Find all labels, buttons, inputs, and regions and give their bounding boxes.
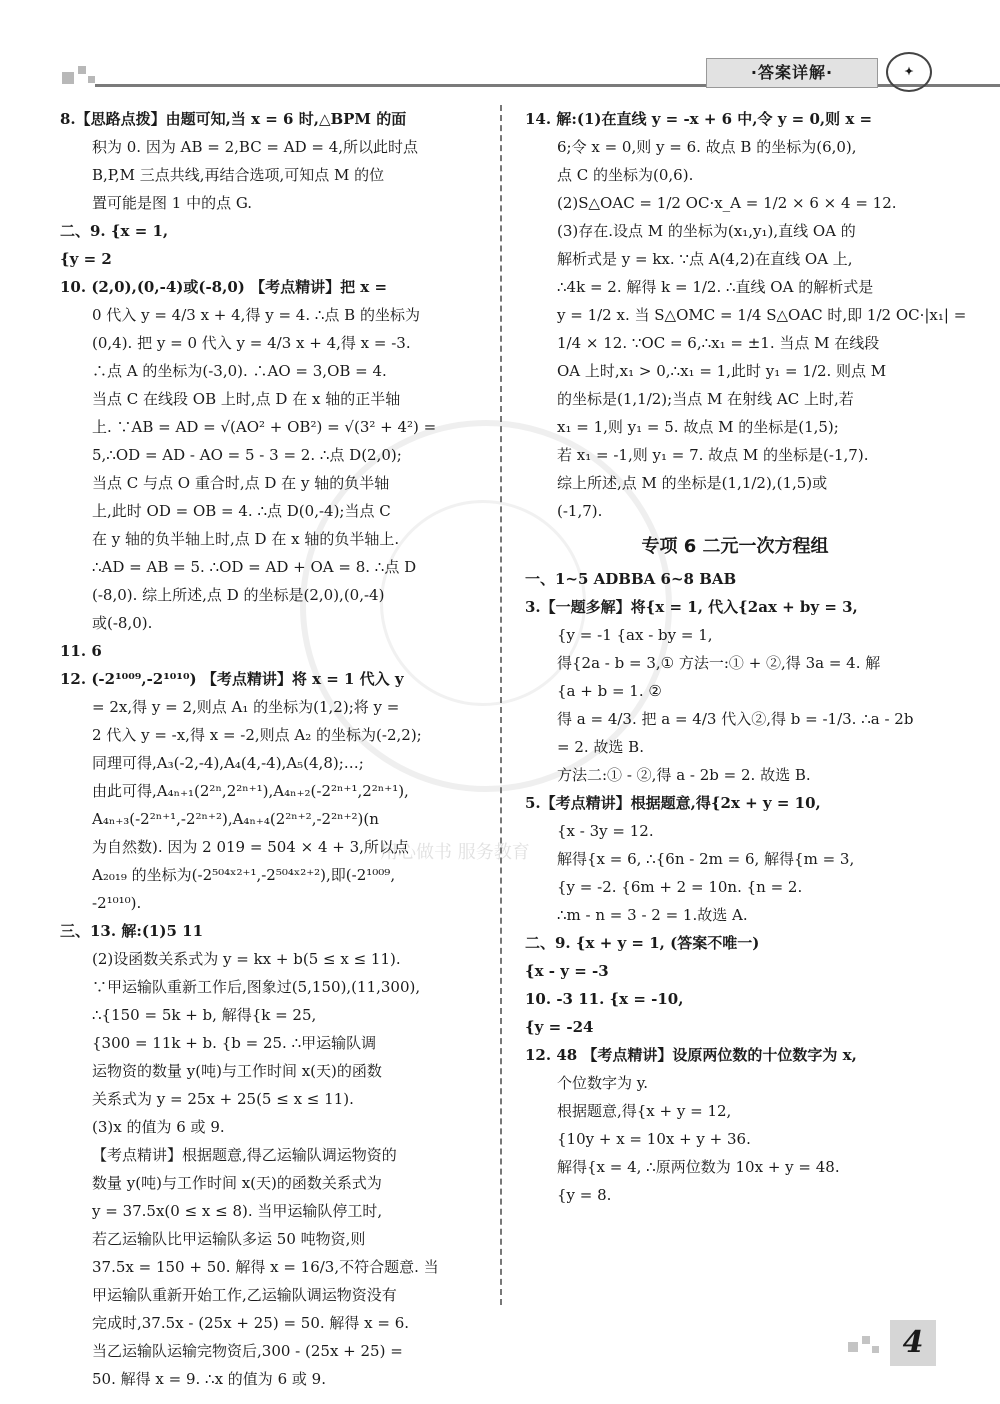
right-line: {10y + x = 10x + y + 36. — [557, 1130, 751, 1148]
left-line: ∴{150 = 5k + b, 解得{k = 25, — [92, 1006, 317, 1024]
brand-logo-icon: ✦ — [886, 52, 932, 92]
left-line: 当点 C 在线段 OB 上时,点 D 在 x 轴的正半轴 — [92, 390, 401, 408]
left-line: 上,此时 OD = OB = 4. ∴点 D(0,-4);当点 C — [92, 502, 391, 520]
left-line: 上. ∵AB = AD = √(AO² + OB²) = √(3² + 4²) = — [92, 418, 437, 436]
left-line: ∴AD = AB = 5. ∴OD = AD + OA = 8. ∴点 D — [92, 558, 417, 576]
left-line: 积为 0. 因为 AB = 2,BC = AD = 4,所以此时点 — [92, 138, 419, 156]
right-line: 个位数字为 y. — [557, 1074, 649, 1092]
right-line: {y = -2. {6m + 2 = 10n. {n = 2. — [557, 878, 803, 896]
watermark-slogan: 用心做书 服务教育 — [380, 842, 530, 863]
right-line: 1/4 × 12. ∵OC = 6,∴x₁ = ±1. 当点 M 在线段 — [557, 334, 880, 352]
left-line: (3)x 的值为 6 或 9. — [92, 1118, 225, 1136]
right-line: 6;令 x = 0,则 y = 6. 故点 B 的坐标为(6,0), — [557, 138, 857, 156]
left-line: 为自然数). 因为 2 019 = 504 × 4 + 3,所以点 — [92, 838, 409, 856]
left-line: 数量 y(吨)与工作时间 x(天)的函数关系式为 — [92, 1174, 382, 1192]
left-line: 关系式为 y = 25x + 25(5 ≤ x ≤ 11). — [92, 1090, 354, 1108]
left-line: (2)设函数关系式为 y = kx + b(5 ≤ x ≤ 11). — [92, 950, 401, 968]
right-line: 14. 解:(1)在直线 y = -x + 6 中,令 y = 0,则 x = — [525, 110, 873, 128]
right-line: = 2. 故选 B. — [557, 738, 644, 756]
left-line: 12. (-2¹⁰⁰⁹,-2¹⁰¹⁰) 【考点精讲】将 x = 1 代入 y — [60, 670, 404, 688]
header-decor-square — [88, 76, 95, 83]
footer-decor-square — [848, 1342, 858, 1352]
header-decor-square — [78, 66, 86, 74]
right-line: (-1,7). — [557, 502, 603, 520]
left-line: -2¹⁰¹⁰). — [92, 894, 142, 912]
right-line: 点 C 的坐标为(0,6). — [557, 166, 694, 184]
right-line: 若 x₁ = -1,则 y₁ = 7. 故点 M 的坐标是(-1,7). — [557, 446, 869, 464]
column-divider — [500, 105, 502, 1305]
right-line: 解得{x = 4, ∴原两位数为 10x + y = 48. — [557, 1158, 840, 1176]
left-line: B,P,M 三点共线,再结合选项,可知点 M 的位 — [92, 166, 385, 184]
right-line: 专项 6 二元一次方程组 — [641, 536, 829, 557]
left-line: 0 代入 y = 4/3 x + 4,得 y = 4. ∴点 B 的坐标为 — [92, 306, 420, 324]
right-line: 10. -3 11. {x = -10, — [525, 990, 684, 1008]
left-line: 当点 C 与点 O 重合时,点 D 在 y 轴的负半轴 — [92, 474, 390, 492]
left-line: ∴点 A 的坐标为(-3,0). ∴AO = 3,OB = 4. — [92, 362, 387, 380]
left-line: 同理可得,A₃(-2,-4),A₄(4,-4),A₅(4,8);…; — [92, 754, 364, 772]
header-title: ·答案详解· — [706, 58, 878, 88]
right-line: x₁ = 1,则 y₁ = 5. 故点 M 的坐标是(1,5); — [557, 418, 839, 436]
right-line: {y = -1 {ax - by = 1, — [557, 626, 713, 644]
right-line: 得{2a - b = 3,① 方法一:① + ②,得 3a = 4. 解 — [557, 654, 881, 672]
right-line: y = 1/2 x. 当 S△OMC = 1/4 S△OAC 时,即 1/2 OC·|x₁| = — [557, 306, 967, 324]
right-line: {x - 3y = 12. — [557, 822, 654, 840]
right-line: {a + b = 1. ② — [557, 682, 662, 700]
left-line: 8.【思路点拨】由题可知,当 x = 6 时,△BPM 的面 — [60, 110, 407, 128]
right-line: 根据题意,得{x + y = 12, — [557, 1102, 732, 1120]
right-column — [525, 105, 967, 1209]
page-number: 4 — [890, 1320, 936, 1366]
left-line: {300 = 11k + b. {b = 25. ∴甲运输队调 — [92, 1034, 377, 1052]
right-line: 一、1~5 ADBBA 6~8 BAB — [525, 570, 737, 588]
right-line: (3)存在.设点 M 的坐标为(x₁,y₁),直线 OA 的 — [557, 222, 856, 240]
right-line: 解得{x = 6, ∴{6n - 2m = 6, 解得{m = 3, — [557, 850, 855, 868]
right-line: {y = -24 — [525, 1018, 594, 1036]
right-line: (2)S△OAC = 1/2 OC·x_A = 1/2 × 6 × 4 = 12. — [557, 194, 897, 212]
right-line: 综上所述,点 M 的坐标是(1,1/2),(1,5)或 — [557, 474, 828, 492]
right-line: 得 a = 4/3. 把 a = 4/3 代入②,得 b = -1/3. ∴a - 2b — [557, 710, 914, 728]
right-line: 解析式是 y = kx. ∵点 A(4,2)在直线 OA 上, — [557, 250, 853, 268]
left-line: 运物资的数量 y(吨)与工作时间 x(天)的函数 — [92, 1062, 382, 1080]
right-line: 方法二:① - ②,得 a - 2b = 2. 故选 B. — [557, 766, 811, 784]
left-line: 二、9. {x = 1, — [60, 222, 169, 240]
left-column — [60, 105, 485, 1393]
right-line: {x - y = -3 — [525, 962, 609, 980]
right-line: 12. 48 【考点精讲】设原两位数的十位数字为 x, — [525, 1046, 857, 1064]
left-line: = 2x,得 y = 2,则点 A₁ 的坐标为(1,2);将 y = — [92, 698, 400, 716]
left-line: 三、13. 解:(1)5 11 — [60, 922, 204, 940]
left-line: 完成时,37.5x - (25x + 25) = 50. 解得 x = 6. — [92, 1314, 410, 1332]
left-line: (-8,0). 综上所述,点 D 的坐标是(2,0),(0,-4) — [92, 586, 385, 604]
left-line: y = 37.5x(0 ≤ x ≤ 8). 当甲运输队停工时, — [92, 1202, 383, 1220]
left-line: 【考点精讲】根据题意,得乙运输队调运物资的 — [92, 1146, 397, 1164]
left-line: 由此可得,A₄ₙ₊₁(2²ⁿ,2²ⁿ⁺¹),A₄ₙ₊₂(-2²ⁿ⁺¹,2²ⁿ⁺¹), — [92, 782, 409, 800]
left-line: 当乙运输队运输完物资后,300 - (25x + 25) = — [92, 1342, 403, 1360]
right-line: 3.【一题多解】将{x = 1, 代入{2ax + by = 3, — [525, 598, 858, 616]
right-line: ∴m - n = 3 - 2 = 1.故选 A. — [557, 906, 748, 924]
left-line: 2 代入 y = -x,得 x = -2,则点 A₂ 的坐标为(-2,2); — [92, 726, 422, 744]
left-line: {y = 2 — [60, 250, 112, 268]
left-line: A₂₀₁₉ 的坐标为(-2⁵⁰⁴ˣ²⁺¹,-2⁵⁰⁴ˣ²⁺²),即(-2¹⁰⁰⁹, — [92, 866, 396, 884]
left-line: 5,∴OD = AD - AO = 5 - 3 = 2. ∴点 D(2,0); — [92, 446, 402, 464]
left-line: 置可能是图 1 中的点 G. — [92, 194, 253, 212]
left-line: 甲运输队重新开始工作,乙运输队调运物资没有 — [92, 1286, 397, 1304]
footer-decor-square — [872, 1346, 879, 1353]
left-line: 50. 解得 x = 9. ∴x 的值为 6 或 9. — [92, 1370, 326, 1388]
right-line: 的坐标是(1,1/2);当点 M 在射线 AC 上时,若 — [557, 390, 854, 408]
left-line: ∵甲运输队重新工作后,图象过(5,150),(11,300), — [92, 978, 421, 996]
left-line: 11. 6 — [60, 642, 102, 660]
left-line: 在 y 轴的负半轴上时,点 D 在 x 轴的负半轴上. — [92, 530, 400, 548]
left-line: 37.5x = 150 + 50. 解得 x = 16/3,不符合题意. 当 — [92, 1258, 439, 1276]
right-line: OA 上时,x₁ > 0,∴x₁ = 1,此时 y₁ = 1/2. 则点 M — [557, 362, 887, 380]
left-line: 或(-8,0). — [92, 614, 153, 632]
header-decor-square — [62, 72, 74, 84]
left-line: 10. (2,0),(0,-4)或(-8,0) 【考点精讲】把 x = — [60, 278, 388, 296]
left-line: A₄ₙ₊₃(-2²ⁿ⁺¹,-2²ⁿ⁺²),A₄ₙ₊₄(2²ⁿ⁺²,-2²ⁿ⁺²)(n — [92, 810, 379, 828]
right-line: {y = 8. — [557, 1186, 612, 1204]
left-line: 若乙运输队比甲运输队多运 50 吨物资,则 — [92, 1230, 366, 1248]
right-line: 5.【考点精讲】根据题意,得{2x + y = 10, — [525, 794, 821, 812]
right-line: 二、9. {x + y = 1, (答案不唯一) — [525, 934, 760, 952]
left-line: (0,4). 把 y = 0 代入 y = 4/3 x + 4,得 x = -3. — [92, 334, 411, 352]
footer-decor-square — [862, 1336, 870, 1344]
right-line: ∴4k = 2. 解得 k = 1/2. ∴直线 OA 的解析式是 — [557, 278, 874, 296]
